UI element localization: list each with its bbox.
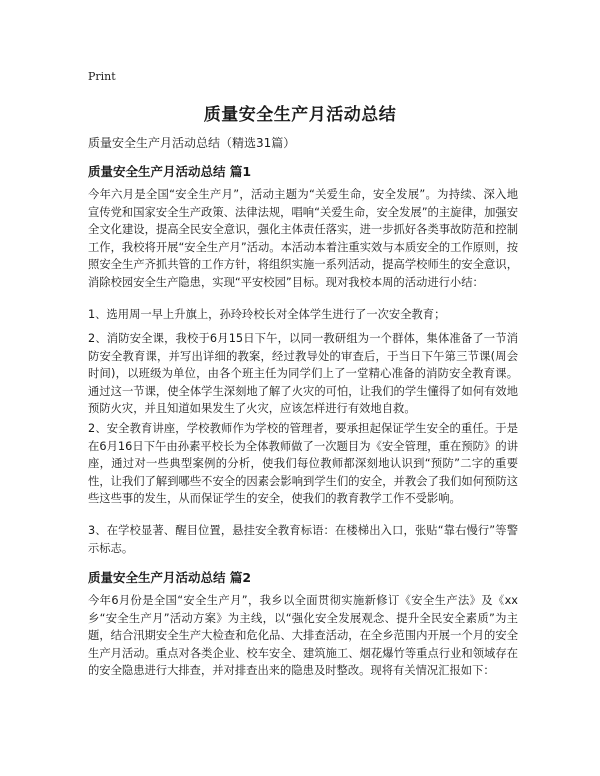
section-heading-1: 质量安全生产月活动总结 篇1 xyxy=(88,164,252,179)
section-1-paragraph-1: 今年六月是全国“安全生产月”，活动主题为“关爱生命，安全发展”。为持续、深入地宣传党和国家安全生产政策、法律法规，唱响“关爱生命，安全发展”的主旋律，加强安全文化建设，提高全民安全意识，强化主体责任落实，进一步抓好各类事故防范和控制工作，我校将开展“安全生产月”活动。本活动本着注重实效与本质安全的工作原则，按照安全生产齐抓共管的工作方针，将组织实施一系列活动，提高学校师生的安全意识，消除校园安全生产隐患，实现“平安校园”目标。现对我校本周的活动进行小结： xyxy=(88,188,518,289)
print-label: Print xyxy=(88,70,116,83)
section-1-paragraph-2: 1、选用周一早上升旗上，孙玲玲校长对全体学生进行了一次安全教育； xyxy=(88,308,446,321)
document-title: 质量安全生产月活动总结 xyxy=(203,105,397,125)
section-1-paragraph-4: 2、安全教育讲座，学校教师作为学校的管理者，要承担起保证学生安全的重任。于是在6月16日下午由孙素平校长为全体教师做了一次题目为《安全管理，重在预防》的讲座，通过对一些典型案例的分析，使我们每位教师都深刻地认识到“预防”二字的重要性，让我们了解到哪些不安全的因素会影响到学生们的安全，并教会了我们如何预防这些这些事的发生，从而保证学生的安全，使我们的教育教学工作不受影响。 xyxy=(88,422,518,506)
document-subtitle: 质量安全生产月活动总结（精选31篇） xyxy=(88,136,296,150)
section-2-paragraph-1: 今年6月份是全国“安全生产月”，我乡以全面贯彻实施新修订《安全生产法》及《xx乡“安全生产月”活动方案》为主线，以“强化安全发展观念、提升全民安全素质”为主题，结合汛期安全生产大检查和危化品、大排查活动，在全乡范围内开展一个月的安全生产月活动。重点对各类企业、校车安全、建筑施工、烟花爆竹等重点行业和领域存在的安全隐患进行大排查，并对排查出来的隐患及时整改。现将有关情况汇报如下： xyxy=(88,594,518,678)
section-1-paragraph-5: 3、在学校显著、醒目位置，悬挂安全教育标语：在楼梯出入口，张贴“靠右慢行”等警示标志。 xyxy=(88,524,518,555)
section-heading-2: 质量安全生产月活动总结 篇2 xyxy=(88,570,252,585)
section-1-paragraph-3: 2、消防安全课，我校于6月15日下午，以同一教研组为一个群体，集体准备了一节消防安全教育课，并写出详细的教案，经过教导处的审查后，于当日下午第三节课(周会时间)，以班级为单位，由各个班主任为同学们上了一堂精心准备的消防安全教育课。通过这一节课，使全体学生深刻地了解了火灾的可怕，让我们的学生懂得了如何有效地预防火灾，并且知道如果发生了火灾，应该怎样进行有效地自救。 xyxy=(88,332,518,416)
